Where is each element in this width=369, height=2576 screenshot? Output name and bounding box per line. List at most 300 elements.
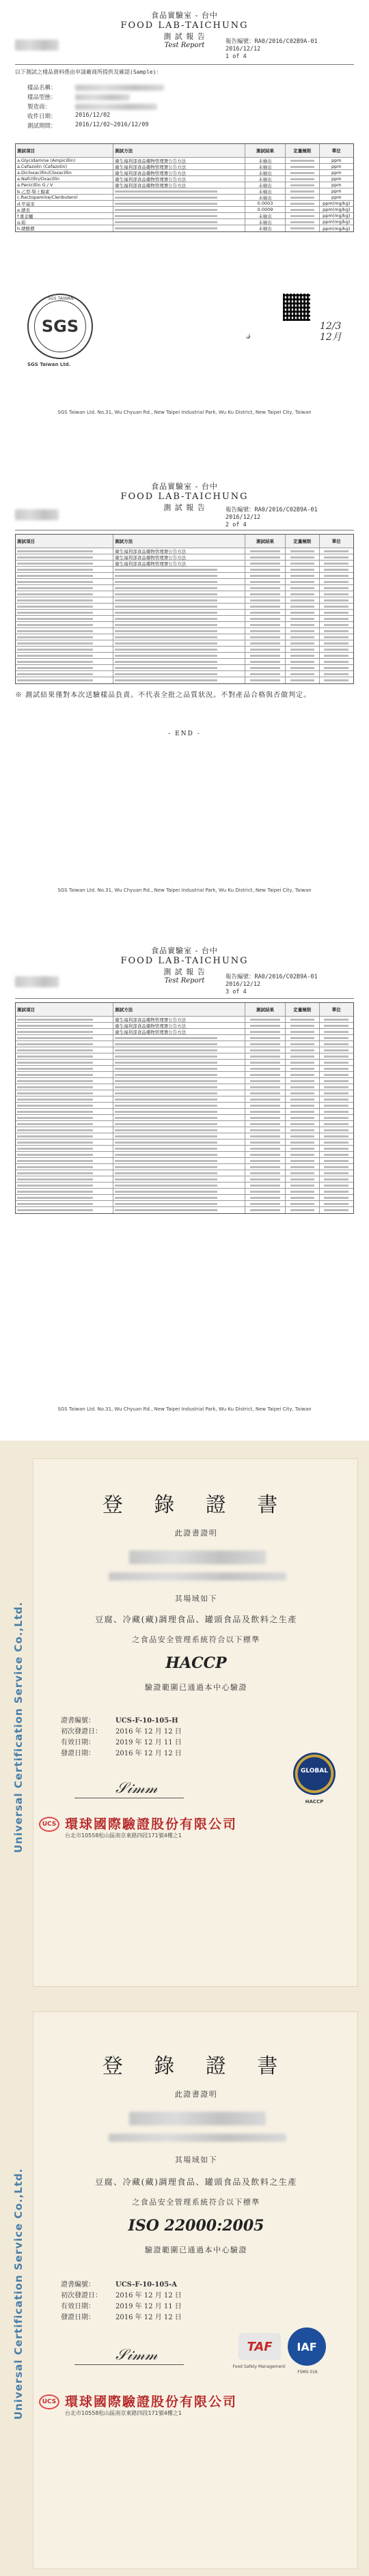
text-line-placeholder	[290, 221, 315, 223]
text-line-placeholder	[290, 1043, 315, 1045]
signature-line	[74, 2364, 184, 2365]
sample-intro: 以下測試之樣品資料係由申請廠商所提供及確認(Sample)：	[15, 69, 162, 75]
text-line-placeholder	[115, 1178, 217, 1180]
text-line-placeholder	[115, 1209, 217, 1211]
cell-item	[16, 665, 113, 670]
cell-unit	[320, 1133, 353, 1139]
text-line-placeholder	[115, 1135, 217, 1137]
qr-code	[283, 294, 310, 321]
text-line-placeholder	[115, 1191, 217, 1193]
text-line-placeholder	[324, 1019, 348, 1021]
text-line-placeholder	[250, 1203, 279, 1205]
cell-method	[113, 213, 245, 218]
cell-result	[245, 1127, 286, 1133]
cell-result: 未檢出	[245, 182, 286, 188]
text-line-placeholder	[17, 1056, 93, 1058]
text-line-placeholder	[250, 1191, 279, 1193]
divider	[15, 998, 354, 999]
cell-limit	[286, 1207, 319, 1213]
text-line-placeholder	[290, 1068, 315, 1070]
text-line-placeholder	[115, 667, 217, 669]
text-line-placeholder	[17, 642, 93, 645]
text-line-placeholder	[290, 1049, 315, 1051]
cell-result	[245, 659, 286, 664]
cell-method	[113, 1115, 245, 1120]
text-line-placeholder	[17, 624, 93, 626]
issue-label: 發證日期：	[61, 2314, 95, 2321]
cell-limit	[286, 1072, 319, 1077]
text-line-placeholder	[250, 1209, 279, 1211]
text-line-placeholder	[17, 1092, 93, 1094]
cell-unit	[320, 659, 353, 664]
signature: 𝓈	[246, 328, 251, 342]
text-line-placeholder	[17, 630, 93, 632]
table-row	[16, 585, 353, 591]
report-no: RA0/2016/C02B9A-01	[254, 507, 318, 513]
report-meta	[226, 507, 318, 529]
text-line-placeholder	[115, 649, 217, 651]
text-line-placeholder	[17, 1043, 93, 1045]
cell-result	[245, 1084, 286, 1090]
cell-item	[16, 677, 113, 683]
cell-unit	[320, 1023, 353, 1028]
text-line-placeholder	[115, 1172, 217, 1174]
cell-result	[245, 1189, 286, 1194]
signature: 𝒮𝒾𝓂𝓂	[115, 2347, 158, 2364]
text-line-placeholder	[17, 1160, 93, 1162]
cell-item	[16, 628, 113, 634]
text-line-placeholder	[290, 1062, 315, 1064]
cell-limit	[286, 561, 319, 566]
text-line-placeholder	[17, 1172, 93, 1174]
cell-limit	[286, 1023, 319, 1028]
cell-limit	[286, 158, 319, 163]
table-row	[16, 548, 353, 554]
table-row	[16, 170, 353, 176]
text-line-placeholder	[324, 563, 348, 565]
cell-result: 0.0009	[245, 207, 286, 212]
text-line-placeholder	[324, 1129, 348, 1131]
table-row	[16, 647, 353, 653]
text-line-placeholder	[324, 599, 348, 601]
sgs-subtitle: SGS Taiwan Ltd.	[27, 362, 71, 367]
cell-result	[245, 640, 286, 646]
cell-item	[16, 1072, 113, 1077]
cell-limit	[286, 176, 319, 182]
cell-unit	[320, 1189, 353, 1194]
lab-name-en: FOOD LAB-TAICHUNG	[120, 492, 249, 502]
report-date: 2016/12/12	[226, 514, 261, 521]
cell-item	[16, 1060, 113, 1065]
text-line-placeholder	[115, 1166, 217, 1168]
cell-limit	[286, 1140, 319, 1145]
cell-item	[16, 1127, 113, 1133]
col-limit: 定量極限	[286, 535, 319, 548]
cell-method	[113, 671, 245, 677]
text-line-placeholder	[115, 209, 217, 211]
text-line-placeholder	[324, 587, 348, 589]
redacted-sample-type	[75, 94, 130, 100]
cell-result	[245, 573, 286, 578]
cell-unit	[320, 1072, 353, 1077]
table-row	[16, 1060, 353, 1066]
cell-unit	[320, 1170, 353, 1176]
cell-limit	[286, 548, 319, 554]
cell-limit	[286, 597, 319, 603]
cell-limit	[286, 207, 319, 212]
cell-item	[16, 622, 113, 627]
text-line-placeholder	[290, 599, 315, 601]
text-line-placeholder	[115, 1123, 217, 1125]
cert-title: 登 錄 證 書	[102, 2054, 290, 2078]
taf-badge-sub: Food Safety Management	[232, 2364, 286, 2369]
report-meta	[226, 38, 318, 61]
cell-item	[16, 1170, 113, 1176]
cell-result: 未檢出	[245, 195, 286, 200]
cell-method	[113, 573, 245, 578]
cell-limit	[286, 585, 319, 591]
test-report-page-2	[0, 471, 369, 935]
cell-unit	[320, 1078, 353, 1084]
cell-limit	[286, 1017, 319, 1022]
cert-line-certify: 此證書證明	[174, 2090, 218, 2099]
cell-item	[16, 647, 113, 652]
cell-limit	[286, 201, 319, 206]
text-line-placeholder	[324, 1043, 348, 1045]
cell-limit	[286, 1121, 319, 1127]
report-no-label: 報告編號：	[226, 38, 255, 45]
text-line-placeholder	[290, 624, 315, 626]
cell-limit	[286, 1133, 319, 1139]
text-line-placeholder	[290, 1185, 315, 1187]
cell-item	[16, 591, 113, 597]
table-row	[16, 201, 353, 207]
text-line-placeholder	[115, 1049, 217, 1051]
table-row	[16, 219, 353, 225]
cell-unit: ppm(mg/kg)	[323, 207, 351, 212]
text-line-placeholder	[290, 178, 315, 180]
text-line-placeholder	[290, 636, 315, 638]
text-line-placeholder	[17, 667, 93, 669]
field-manufacturer: 製造商：	[27, 104, 51, 111]
cell-unit	[320, 1060, 353, 1065]
text-line-placeholder	[290, 673, 315, 675]
cell-limit	[286, 1201, 319, 1206]
text-line-placeholder	[115, 1105, 217, 1107]
sgs-logo: SGS	[41, 317, 79, 336]
col-result: 測試結果	[245, 535, 286, 548]
table-row	[16, 1072, 353, 1078]
cell-result	[245, 1047, 286, 1053]
text-line-placeholder	[17, 550, 93, 552]
redacted-company	[15, 40, 59, 51]
cell-item	[16, 616, 113, 621]
text-line-placeholder	[290, 1135, 315, 1137]
cert-title: 登 錄 證 書	[102, 1493, 290, 1517]
cell-method	[113, 610, 245, 615]
cell-result	[245, 1140, 286, 1145]
text-line-placeholder	[115, 227, 217, 229]
text-line-placeholder	[290, 618, 315, 620]
cell-unit	[320, 1035, 353, 1041]
cell-item	[16, 1115, 113, 1120]
text-line-placeholder	[250, 599, 279, 601]
test-report-page-1	[0, 0, 369, 471]
text-line-placeholder	[17, 1031, 93, 1033]
text-line-placeholder	[250, 1043, 279, 1045]
text-line-placeholder	[250, 1166, 279, 1168]
table-row	[16, 634, 353, 640]
table-row	[16, 1146, 353, 1152]
text-line-placeholder	[290, 166, 315, 168]
text-line-placeholder	[290, 1203, 315, 1205]
report-date: 2016/12/12	[226, 46, 261, 53]
text-line-placeholder	[324, 1172, 348, 1174]
cell-result: 未檢出	[245, 170, 286, 175]
text-line-placeholder	[290, 1178, 315, 1180]
first-issue-label: 初次發證日：	[61, 1728, 102, 1736]
cell-unit	[320, 554, 353, 560]
cert-body	[33, 1458, 358, 1987]
cell-limit	[286, 579, 319, 584]
cell-unit: ppm	[331, 158, 342, 163]
cell-result	[245, 677, 286, 683]
cell-limit	[286, 1152, 319, 1157]
text-line-placeholder	[250, 1099, 279, 1101]
col-method: 測試方法	[113, 535, 245, 548]
cell-limit	[286, 1060, 319, 1065]
text-line-placeholder	[324, 1117, 348, 1119]
text-line-placeholder	[115, 673, 217, 675]
cell-limit	[286, 653, 319, 658]
text-line-placeholder	[324, 1105, 348, 1107]
report-no: RA0/2016/C02B9A-01	[254, 974, 318, 980]
text-line-placeholder	[290, 1166, 315, 1168]
text-line-placeholder	[290, 227, 315, 229]
text-line-placeholder	[290, 655, 315, 657]
text-line-placeholder	[290, 612, 315, 614]
table-header	[16, 535, 353, 548]
cell-unit	[320, 1109, 353, 1114]
text-line-placeholder	[17, 673, 93, 675]
lab-name-en: FOOD LAB-TAICHUNG	[120, 956, 249, 966]
text-line-placeholder	[17, 1049, 93, 1051]
cell-unit	[320, 597, 353, 603]
text-line-placeholder	[250, 612, 279, 614]
text-line-placeholder	[17, 1129, 93, 1131]
cell-method: 衛生福利部食品藥物管理署公告方法	[113, 158, 245, 163]
report-title-cn: 測 試 報 告	[163, 967, 206, 976]
text-line-placeholder	[115, 1062, 217, 1064]
text-line-placeholder	[324, 618, 348, 620]
table-row	[16, 158, 353, 164]
redacted-address	[109, 1572, 286, 1581]
cell-item	[16, 634, 113, 640]
text-line-placeholder	[115, 1092, 217, 1094]
table-row	[16, 561, 353, 567]
cell-result	[245, 1183, 286, 1188]
text-line-placeholder	[324, 673, 348, 675]
table-row	[16, 671, 353, 677]
cell-item: a.Cefazolin (Cefazolin)	[16, 164, 113, 169]
cell-method	[113, 1060, 245, 1065]
cell-unit	[320, 1041, 353, 1047]
lab-name-cn: 食品實驗室 - 台中	[151, 482, 218, 491]
text-line-placeholder	[115, 1056, 217, 1058]
cell-method	[113, 665, 245, 670]
cell-limit	[286, 1127, 319, 1133]
text-line-placeholder	[17, 1099, 93, 1101]
cell-unit: ppm(mg/kg)	[323, 225, 351, 231]
field-test-period: 測試期間：	[27, 123, 57, 130]
report-note: ※ 測試結果僅對本次送驗樣品負責。不代表全批之品質狀況。不對產品合格與否做判定。	[15, 692, 312, 699]
cell-item: f.重金屬	[16, 213, 113, 218]
cell-unit	[320, 610, 353, 615]
text-line-placeholder	[17, 563, 93, 565]
text-line-placeholder	[250, 661, 279, 663]
table-row	[16, 1121, 353, 1127]
stamp-text: SGS TAIWAN	[48, 296, 74, 301]
cell-limit	[286, 1176, 319, 1182]
text-line-placeholder	[250, 1037, 279, 1039]
cell-result	[245, 604, 286, 609]
cell-unit	[320, 677, 353, 683]
footer: SGS Taiwan Ltd. No.31, Wu Chyuan Rd., New Taipei Industrial Park, Wu Ku District, New Taipei City, Taiwan	[57, 888, 312, 893]
cell-item	[16, 1195, 113, 1200]
text-line-placeholder	[324, 1092, 348, 1094]
cell-result	[245, 1096, 286, 1102]
cell-unit: ppm	[331, 188, 342, 194]
text-line-placeholder	[17, 1142, 93, 1144]
cert-vertical-text: Universal Certification Service Co.,Ltd.	[12, 2168, 25, 2420]
text-line-placeholder	[324, 1123, 348, 1125]
cell-method	[113, 207, 245, 212]
text-line-placeholder	[290, 1123, 315, 1125]
cell-limit	[286, 640, 319, 646]
cell-item	[16, 1109, 113, 1114]
cell-method	[113, 634, 245, 640]
text-line-placeholder	[290, 209, 315, 211]
cert-standard: ISO 22000:2005	[128, 2217, 264, 2235]
redacted-address	[109, 2134, 286, 2142]
text-line-placeholder	[17, 575, 93, 577]
text-line-placeholder	[290, 569, 315, 571]
text-line-placeholder	[17, 655, 93, 657]
cell-unit: ppm	[331, 182, 342, 188]
redacted-company	[15, 509, 59, 520]
table-row	[16, 1201, 353, 1207]
text-line-placeholder	[324, 636, 348, 638]
text-line-placeholder	[115, 1068, 217, 1070]
ucs-logo-icon: UCS	[39, 1817, 59, 1832]
redacted-manufacturer	[75, 104, 157, 110]
cell-method	[113, 1084, 245, 1090]
report-title-cn: 測 試 報 告	[163, 503, 206, 512]
text-line-placeholder	[290, 550, 315, 552]
cell-limit	[286, 219, 319, 225]
text-line-placeholder	[290, 1160, 315, 1162]
text-line-placeholder	[250, 550, 279, 552]
text-line-placeholder	[290, 1086, 315, 1088]
text-line-placeholder	[115, 655, 217, 657]
report-no-label: 報告編號：	[226, 974, 255, 980]
cell-item	[16, 604, 113, 609]
text-line-placeholder	[115, 624, 217, 626]
cell-method	[113, 1176, 245, 1182]
text-line-placeholder	[250, 1086, 279, 1088]
redacted-company-name	[129, 1551, 266, 1564]
table-row	[16, 225, 353, 231]
text-line-placeholder	[250, 1105, 279, 1107]
cell-unit	[320, 671, 353, 677]
cell-method	[113, 1066, 245, 1071]
text-line-placeholder	[324, 661, 348, 663]
cell-item	[16, 653, 113, 658]
cell-limit	[286, 1090, 319, 1096]
table-row	[16, 604, 353, 610]
cell-method	[113, 1053, 245, 1059]
cell-method	[113, 628, 245, 634]
text-line-placeholder	[115, 679, 217, 681]
text-line-placeholder	[250, 1178, 279, 1180]
text-line-placeholder	[115, 1142, 217, 1144]
cell-result	[245, 579, 286, 584]
text-line-placeholder	[17, 1037, 93, 1039]
cert-vertical-text: Universal Certification Service Co.,Ltd.	[12, 1601, 25, 1854]
text-line-placeholder	[290, 575, 315, 577]
cell-unit: ppm	[331, 170, 342, 175]
cell-item	[16, 1090, 113, 1096]
col-item: 測試項目	[16, 144, 113, 157]
text-line-placeholder	[290, 1031, 315, 1033]
text-line-placeholder	[17, 636, 93, 638]
text-line-placeholder	[17, 1068, 93, 1070]
text-line-placeholder	[250, 1123, 279, 1125]
issue-date: 2016 年 12 月 12 日	[115, 1750, 182, 1757]
text-line-placeholder	[115, 221, 217, 223]
text-line-placeholder	[115, 197, 217, 199]
cell-limit	[286, 213, 319, 218]
cert-body	[33, 2011, 358, 2569]
text-line-placeholder	[115, 1043, 217, 1045]
cell-limit	[286, 1109, 319, 1114]
cell-result	[245, 1017, 286, 1022]
cell-item: a.Penicillin G / V	[16, 182, 113, 188]
text-line-placeholder	[17, 1117, 93, 1119]
text-line-placeholder	[250, 1148, 279, 1150]
field-sample-type: 樣品型態：	[27, 94, 57, 101]
table-row	[16, 164, 353, 170]
cell-method	[113, 1072, 245, 1077]
cell-method	[113, 1183, 245, 1188]
cell-result	[245, 628, 286, 634]
text-line-placeholder	[115, 1080, 217, 1082]
cell-method	[113, 1103, 245, 1108]
cert-line-site: 其場域如下	[174, 1594, 218, 1603]
text-line-placeholder	[290, 1037, 315, 1039]
cell-method	[113, 622, 245, 627]
cell-method	[113, 1121, 245, 1127]
text-line-placeholder	[250, 587, 279, 589]
issuer-name: 環球國際驗證股份有限公司	[65, 2394, 238, 2409]
ucs-logo-icon: UCS	[39, 2394, 59, 2409]
text-line-placeholder	[250, 1135, 279, 1137]
cell-limit	[286, 671, 319, 677]
cell-item	[16, 1183, 113, 1188]
cell-method	[113, 579, 245, 584]
table-row	[16, 1189, 353, 1195]
col-unit: 單位	[331, 539, 341, 544]
